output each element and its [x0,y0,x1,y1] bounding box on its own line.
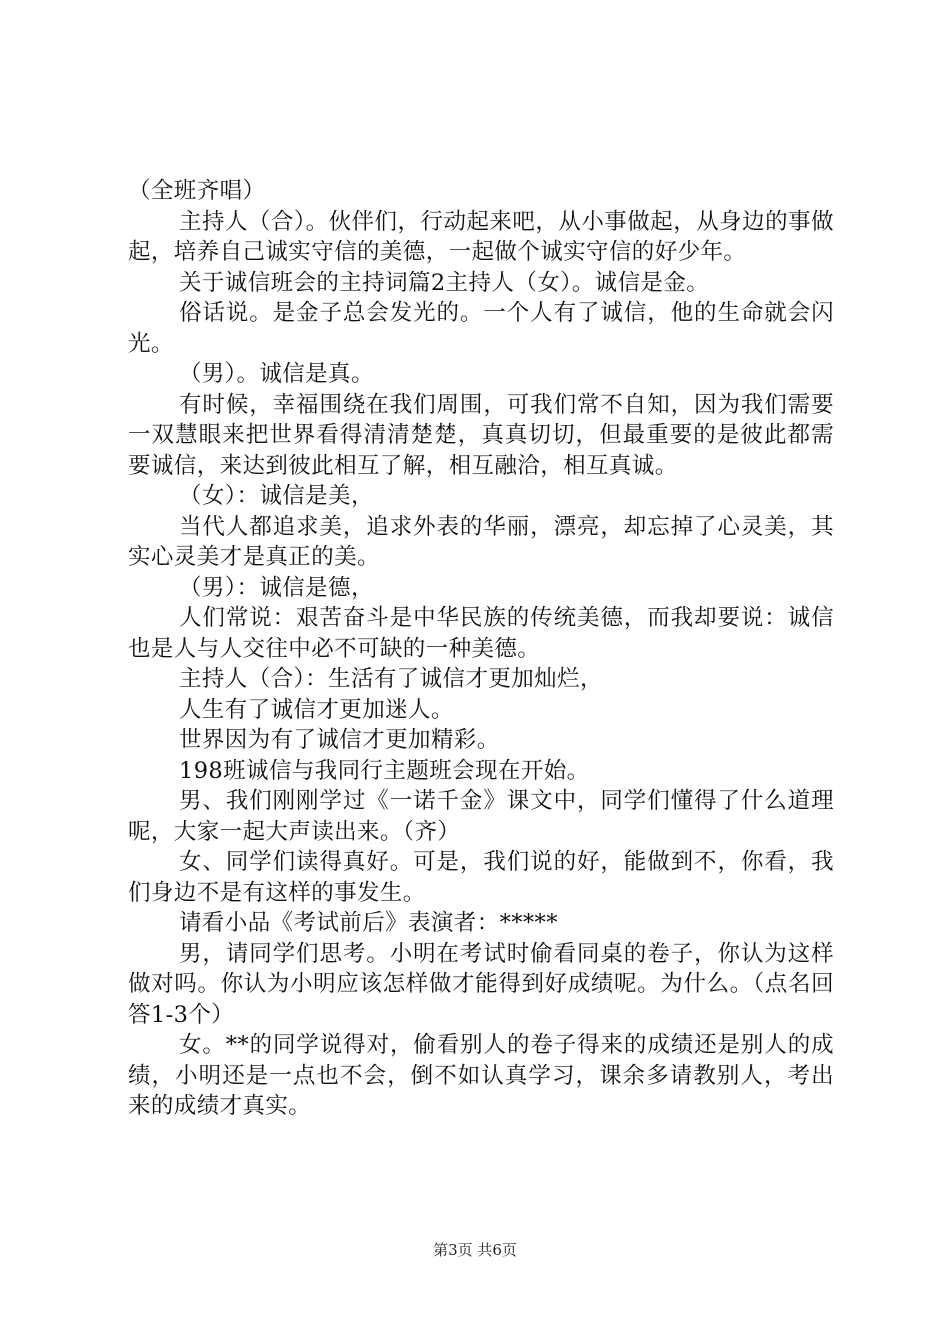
paragraph: 女、同学们读得真好。可是，我们说的好，能做到不，你看，我们身边不是有这样的事发生。 [128,849,834,906]
paragraph: 主持人（合）。伙伴们，行动起来吧，从小事做起，从身边的事做起，培养自己诚实守信的美德，一起做个诚实守信的好少年。 [128,208,834,265]
paragraph: 男，请同学们思考。小明在考试时偷看同桌的卷子，你认为这样做对吗。你认为小明应该怎样做才能得到好成绩呢。为什么。（点名回答1-3个） [128,940,834,1028]
paragraph: 主持人（合）：生活有了诚信才更加灿烂， [179,666,603,692]
paragraph: （男）：诚信是德， [179,574,374,601]
paragraph: 198班诚信与我同行主题班会现在开始。 [179,757,590,784]
paragraph: 俗话说。是金子总会发光的。一个人有了诚信，他的生命就会闪光。 [128,300,834,357]
paragraph: 有时候，幸福围绕在我们周围，可我们常不自知，因为我们需要一双慧眼来把世界看得清清楚楚，真真切切，但最重要的是彼此都需要诚信，来达到彼此相互了解，相互融洽，相互真诚。 [128,391,834,479]
paragraph: 女。**的同学说得对，偷看别人的卷子得来的成绩还是别人的成绩，小明还是一点也不会，倒不如认真学习，课余多请教别人，考出来的成绩才真实。 [128,1032,834,1119]
paragraph: （男）。诚信是真。 [179,361,374,387]
paragraph: 人们常说：艰苦奋斗是中华民族的传统美德，而我却要说：诚信也是人与人交往中必不可缺的一种美德。 [128,605,834,662]
paragraph: 当代人都追求美，追求外表的华丽，漂亮，却忘掉了心灵美，其实心灵美才是真正的美。 [128,513,834,570]
paragraph: 人生有了诚信才更加迷人。 [179,696,454,723]
document-body [128,176,834,1122]
paragraph: 请看小品《考试前后》表演者：***** [179,910,558,936]
page-number-footer: 第3页 共6页 [433,1241,517,1259]
paragraph: （女）：诚信是美， [179,483,374,509]
paragraph: （全班齐唱） [128,178,266,204]
paragraph: 关于诚信班会的主持词篇2主持人（女）。诚信是金。 [179,269,710,296]
paragraph: 男、我们刚刚学过《一诺千金》课文中，同学们懂得了什么道理呢，大家一起大声读出来。（齐） [128,788,834,845]
paragraph: 世界因为有了诚信才更加精彩。 [179,727,500,753]
